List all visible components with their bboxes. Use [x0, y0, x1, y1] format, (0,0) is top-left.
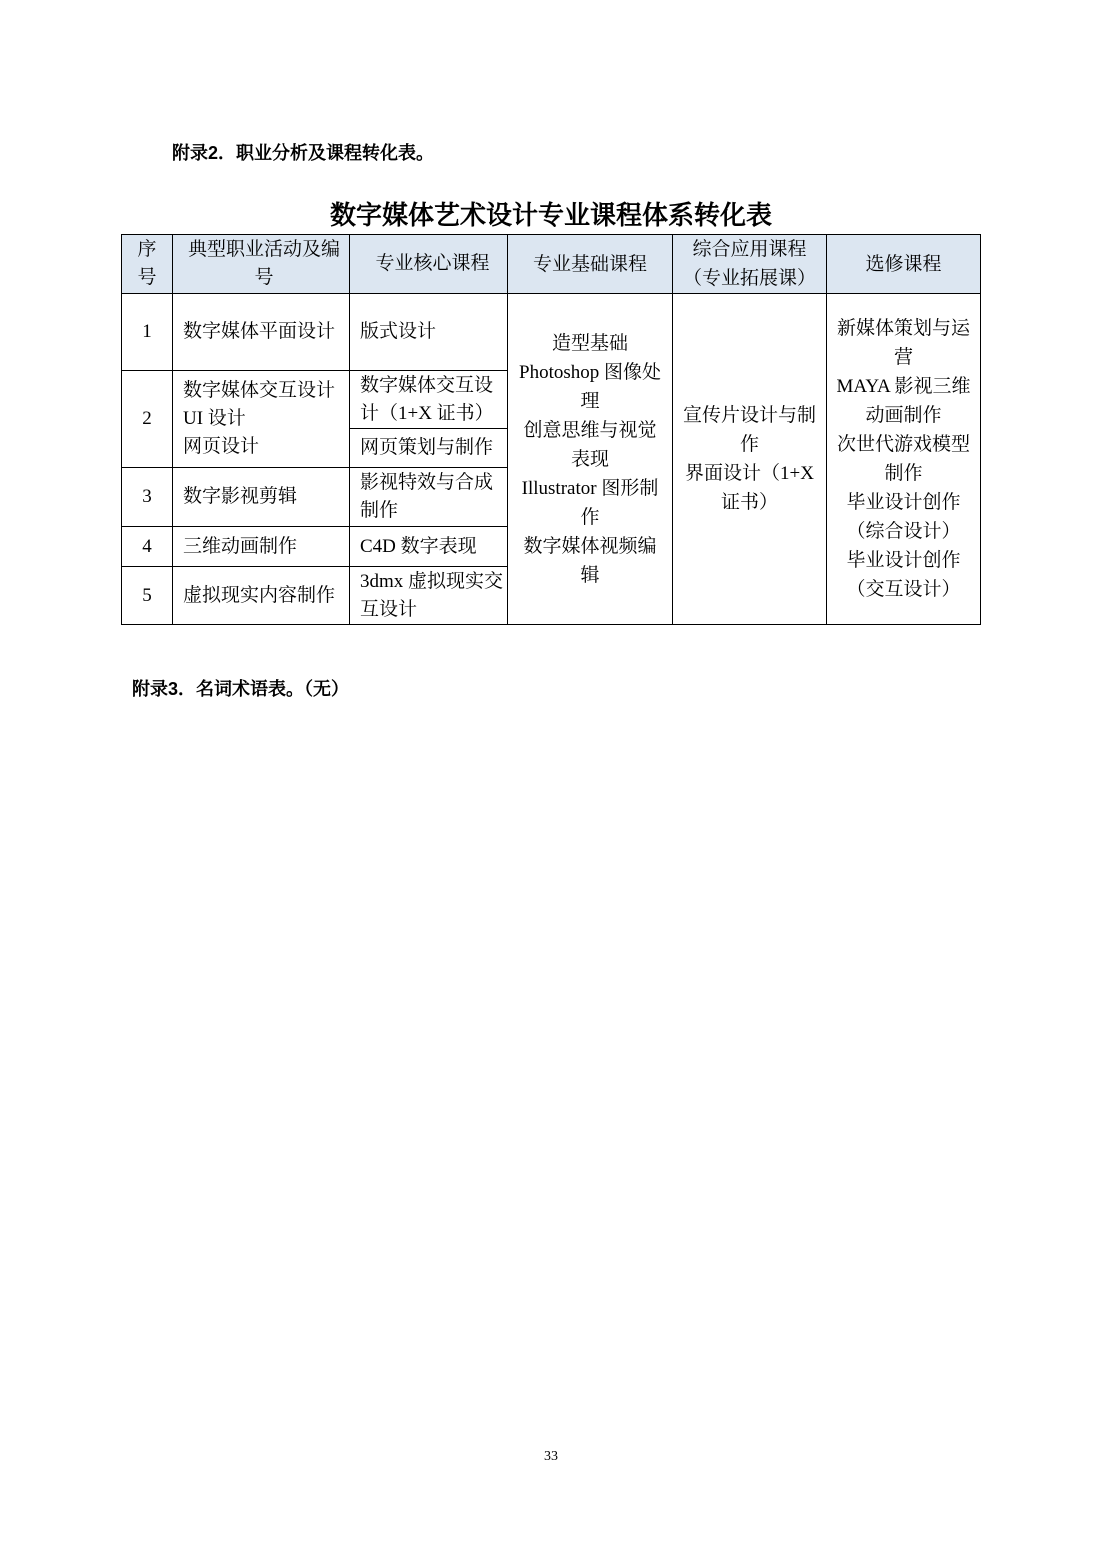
- activity-item: UI 设计: [183, 408, 246, 429]
- elective-course-item: 毕业设计创作（交互设计）: [846, 550, 961, 600]
- foundation-course-item: Photoshop 图像处理: [519, 361, 661, 412]
- header-activity: 典型职业活动及编号: [173, 235, 350, 294]
- course-conversion-table: [121, 234, 981, 625]
- elective-course-item: 新媒体策划与运营: [836, 318, 970, 368]
- core-course-cell: [350, 371, 508, 429]
- elective-course-item: 次世代游戏模型制作: [836, 434, 970, 484]
- foundation-course-item: 数字媒体视频编辑: [523, 535, 657, 586]
- elective-course-item: MAYA 影视三维动画制作: [836, 376, 971, 426]
- row-number: 5: [122, 567, 173, 625]
- foundation-course-item: 造型基础: [551, 332, 628, 354]
- core-course-item: 影视特效与合成制作: [360, 472, 494, 521]
- table-title: 数字媒体艺术设计专业课程体系转化表: [329, 200, 772, 230]
- applied-course-item: 界面设计（1+X 证书）: [685, 463, 814, 513]
- foundation-courses-cell: [508, 294, 673, 625]
- header-elective-courses: 选修课程: [827, 235, 981, 294]
- appendix2-heading: 附录2．职业分析及课程转化表。: [172, 143, 435, 163]
- header-foundation-courses: 专业基础课程: [508, 235, 673, 294]
- activity-item: 虚拟现实内容制作: [183, 584, 336, 606]
- header-applied-courses: 综合应用课程（专业拓展课）: [673, 235, 827, 294]
- activity-item: 数字影视剪辑: [183, 486, 298, 507]
- activity-cell: [173, 294, 350, 371]
- row-number: 4: [122, 527, 173, 567]
- header-no: 序号: [122, 235, 173, 294]
- activity-cell: [173, 468, 350, 527]
- row-number: 3: [122, 468, 173, 527]
- core-course-cell: [350, 429, 508, 468]
- activity-cell: [173, 371, 350, 468]
- applied-course-item: 宣传片设计与制作: [682, 405, 816, 455]
- header-core-courses: 专业核心课程: [350, 235, 508, 294]
- row-number: 2: [122, 371, 173, 468]
- foundation-course-item: 创意思维与视觉表现: [523, 419, 657, 470]
- core-course-item: 网页策划与制作: [360, 437, 494, 458]
- activity-cell: [173, 567, 350, 625]
- appendix3-heading: 附录3．名词术语表。（无）: [132, 679, 350, 699]
- elective-courses-cell: [827, 294, 981, 625]
- core-course-cell: [350, 527, 508, 567]
- core-course-cell: [350, 567, 508, 625]
- foundation-course-item: Illustrator 图形制作: [521, 477, 659, 528]
- core-course-item: 版式设计: [360, 321, 437, 342]
- table-row: [122, 294, 981, 371]
- core-course-item: 3dmx 虚拟现实交互设计: [360, 570, 504, 620]
- core-course-item: 数字媒体交互设计（1+X 证书）: [360, 374, 494, 424]
- activity-cell: [173, 527, 350, 567]
- core-course-cell: [350, 468, 508, 527]
- page-number: 33: [544, 1449, 558, 1464]
- elective-course-item: 毕业设计创作（综合设计）: [846, 492, 961, 542]
- activity-item: 三维动画制作: [183, 535, 298, 557]
- core-course-cell: [350, 294, 508, 371]
- applied-courses-cell: [673, 294, 827, 625]
- table-header-row: [122, 235, 981, 294]
- row-number: 1: [122, 294, 173, 371]
- activity-item: 数字媒体交互设计: [183, 380, 336, 401]
- activity-item: 数字媒体平面设计: [183, 321, 336, 342]
- activity-item: 网页设计: [183, 436, 260, 457]
- core-course-item: C4D 数字表现: [360, 535, 477, 557]
